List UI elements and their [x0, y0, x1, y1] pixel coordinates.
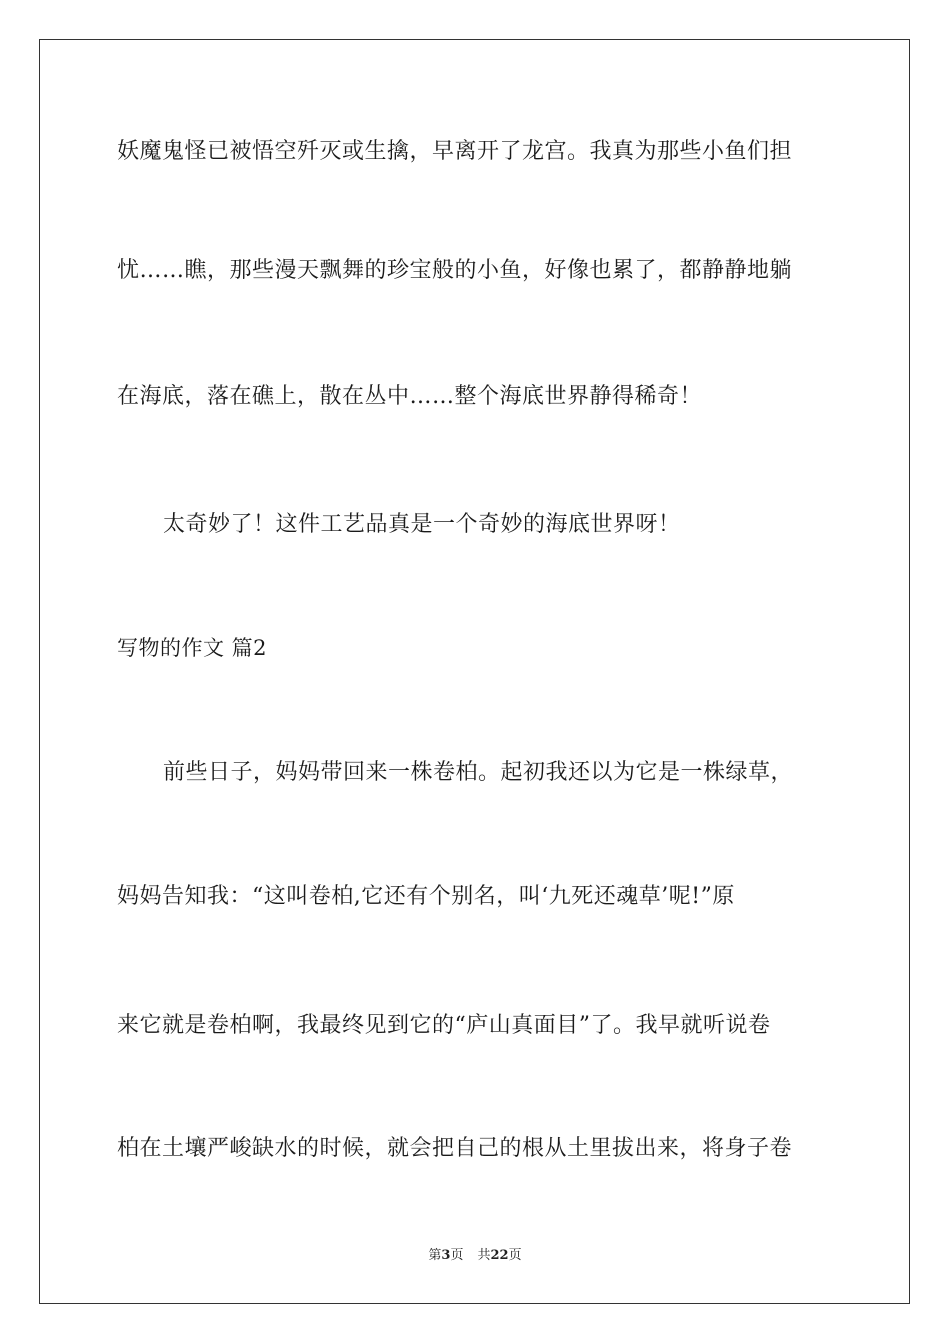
footer-total-pages: 22 [490, 1248, 509, 1263]
page-footer [0, 1247, 950, 1265]
paragraph-line: 妖魔鬼怪已被悟空歼灭或生擒，早离开了龙宫。我真为那些小鱼们担 [117, 139, 793, 164]
footer-page-prefix: 第 [428, 1248, 442, 1263]
paragraph-line: 柏在土壤严峻缺水的时候，就会把自己的根从土里拔出来，将身子卷 [117, 1136, 793, 1161]
footer-page-suffix: 页 [450, 1248, 464, 1263]
paragraph-line: 在海底，落在礁上，散在丛中……整个海底世界静得稀奇！ [117, 384, 703, 409]
footer-total-prefix: 共 [477, 1248, 491, 1263]
paragraph-line: 妈妈告知我：“这叫卷柏,它还有个别名，叫‘九死还魂草’呢!”原 [117, 884, 735, 909]
paragraph-line: 前些日子，妈妈带回来一株卷柏。起初我还以为它是一株绿草， [163, 760, 794, 785]
paragraph-line: 忧……瞧，那些漫天飘舞的珍宝般的小鱼，好像也累了，都静静地躺 [117, 258, 793, 283]
paragraph-line: 太奇妙了！这件工艺品真是一个奇妙的海底世界呀！ [163, 512, 681, 537]
paragraph-line: 来它就是卷柏啊，我最终见到它的“庐山真面目”了。我早就听说卷 [117, 1013, 771, 1038]
footer-current-page: 3 [441, 1248, 451, 1263]
page-border [39, 39, 910, 1304]
footer-total-suffix: 页 [508, 1248, 522, 1263]
section-heading: 写物的作文 篇2 [117, 636, 268, 660]
